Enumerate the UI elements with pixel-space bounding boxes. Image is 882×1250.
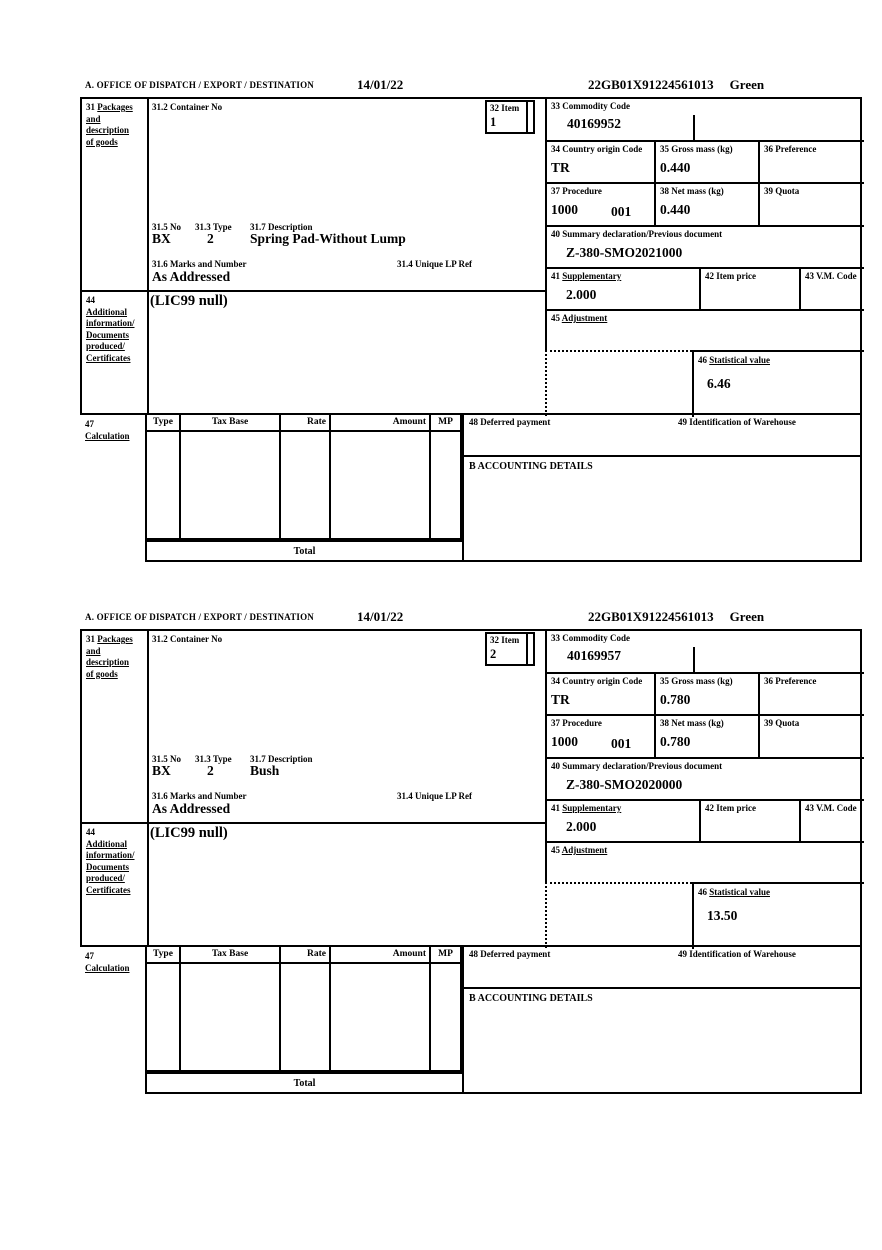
cell-amount: [331, 432, 431, 538]
col-rate: Rate: [281, 415, 331, 430]
previous-document-value: Z-380-SMO2020000: [566, 776, 683, 792]
box32-item-number: [485, 632, 535, 666]
accounting-details-box: [462, 989, 862, 1094]
box31-packages-label: 31 Packages and description of goods: [86, 634, 133, 679]
box43-vm-code: [799, 801, 864, 841]
preference-label: 36 Preference: [764, 144, 817, 154]
box49-warehouse-id: [672, 947, 862, 989]
packages-type-value: 2: [207, 763, 214, 778]
office-of-dispatch-heading: A. OFFICE OF DISPATCH / EXPORT / DESTINATION: [85, 80, 315, 90]
container-no-label: 31.2 Container No: [152, 102, 223, 112]
procedure-label: 37 Procedure: [551, 186, 602, 196]
box35-gross-mass: [654, 674, 758, 714]
cell-tax-base: [181, 432, 281, 538]
description-label: 31.7 Description: [250, 222, 313, 232]
previous-document-label: 40 Summary declaration/Previous document: [551, 761, 723, 771]
accounting-details-label: B ACCOUNTING DETAILS: [469, 461, 593, 472]
packages-no-label: 31.5 No: [152, 754, 181, 764]
dotted-horizontal-line: [545, 350, 692, 352]
procedure-value: 1000: [551, 201, 578, 217]
declaration-main-box: [80, 629, 862, 947]
box45-adjustment: 45 Adjustment: [545, 843, 864, 882]
commodity-code-divider: [693, 647, 695, 673]
box42-item-price: [699, 269, 799, 309]
box34-36-row: [545, 674, 864, 716]
box48-deferred-payment: [462, 415, 672, 457]
goods-description-value: Spring Pad-Without Lump: [250, 231, 406, 246]
calculation-table-body: [147, 964, 460, 1070]
box49-warehouse-id: [672, 415, 862, 457]
box34-country-origin: [547, 142, 654, 182]
calculation-table-header: [147, 947, 460, 964]
col-type: Type: [147, 947, 181, 962]
previous-document-label: 40 Summary declaration/Previous document: [551, 229, 723, 239]
packages-no-value: BX: [152, 231, 171, 246]
commodity-code-value: 40169952: [567, 115, 621, 131]
statistical-value: 6.46: [707, 375, 731, 391]
box34-36-row: [545, 142, 864, 184]
codes-column: [545, 631, 864, 949]
calculation-area: [80, 947, 863, 1094]
cell-rate: [281, 964, 331, 1070]
box40-previous-document: [545, 759, 864, 801]
calculation-area: [80, 415, 863, 562]
box33-commodity-code: [545, 99, 864, 142]
calculation-total-row: Total: [145, 1072, 462, 1094]
statistical-value: 13.50: [707, 907, 738, 923]
dotted-vertical-line: [545, 350, 547, 416]
gross-mass-value: 0.780: [660, 691, 691, 707]
codes-column: [545, 99, 864, 417]
warehouse-id-label: 49 Identification of Warehouse: [678, 949, 796, 959]
cell-amount: [331, 964, 431, 1070]
procedure-suffix-value: 001: [611, 736, 632, 751]
country-origin-value: TR: [551, 691, 570, 707]
gross-mass-label: 35 Gross mass (kg): [660, 144, 733, 154]
col-type: Type: [147, 415, 181, 430]
box32-divider: [526, 634, 528, 664]
item-section-2: [80, 607, 863, 1095]
declaration-main-box: [80, 97, 862, 415]
item-price-label: 42 Item price: [705, 803, 756, 813]
commodity-code-label: 33 Commodity Code: [551, 633, 630, 643]
net-mass-value: 0.440: [660, 201, 691, 217]
net-mass-label: 38 Net mass (kg): [660, 186, 724, 196]
box35-gross-mass: [654, 142, 758, 182]
item-price-label: 42 Item price: [705, 271, 756, 281]
box33-commodity-code: [545, 631, 864, 674]
box31-label-column: [82, 99, 149, 413]
packages-type-label: 31.3 Type: [195, 754, 232, 764]
commodity-code-divider: [693, 115, 695, 141]
box32-divider: [526, 102, 528, 132]
col-amount: Amount: [331, 415, 431, 430]
quota-label: 39 Quota: [764, 186, 800, 196]
calculation-total-row: Total: [145, 540, 462, 562]
box41-43-row: [545, 801, 864, 843]
routing-status: Green: [729, 609, 765, 624]
country-origin-label: 34 Country origin Code: [551, 144, 643, 154]
container-no-label: 31.2 Container No: [152, 634, 223, 644]
box37-procedure: [547, 716, 654, 757]
box36-preference: [758, 674, 864, 714]
deferred-payment-label: 48 Deferred payment: [469, 949, 551, 959]
packages-description-area: [147, 99, 545, 413]
routing-status: Green: [729, 77, 765, 92]
description-label: 31.7 Description: [250, 754, 313, 764]
cell-rate: [281, 432, 331, 538]
col-tax-base: Tax Base: [181, 947, 281, 962]
vm-code-label: 43 V.M. Code: [805, 271, 857, 281]
col-tax-base: Tax Base: [181, 415, 281, 430]
box38-net-mass: [654, 716, 758, 757]
box47-calculation-label: 47 Calculation: [85, 951, 130, 973]
additional-information-value: (LIC99 null): [150, 825, 228, 841]
vm-code-label: 43 V.M. Code: [805, 803, 857, 813]
goods-description-value: Bush: [250, 763, 280, 778]
box37-39-row: [545, 716, 864, 759]
packages-no-value: BX: [152, 763, 171, 778]
cell-tax-base: [181, 964, 281, 1070]
col-amount: Amount: [331, 947, 431, 962]
gross-mass-value: 0.440: [660, 159, 691, 175]
box44-additional-info-label: 44 Additional information/ Documents produced/ Certificates: [86, 295, 135, 363]
dotted-vertical-line: [545, 882, 547, 948]
box47-calculation-label: 47 Calculation: [85, 419, 130, 441]
dispatch-date: 14/01/22: [357, 609, 404, 624]
cell-type: [147, 432, 181, 538]
marks-number-value: As Addressed: [152, 269, 231, 284]
item-number-value: 1: [490, 114, 497, 129]
packages-no-label: 31.5 No: [152, 222, 181, 232]
box41-supplementary: 41 Supplementary 2.000: [547, 269, 699, 309]
accounting-details-box: [462, 457, 862, 562]
country-origin-label: 34 Country origin Code: [551, 676, 643, 686]
calculation-table-body: [147, 432, 460, 538]
box46-statistical-value: 46 Statistical value 13.50: [692, 882, 864, 949]
unique-lp-ref-label: 31.4 Unique LP Ref: [397, 259, 473, 269]
box36-preference: [758, 142, 864, 182]
col-mp: MP: [438, 949, 453, 959]
office-of-dispatch-heading: A. OFFICE OF DISPATCH / EXPORT / DESTINATION: [85, 612, 315, 622]
marks-number-label: 31.6 Marks and Number: [152, 259, 247, 269]
box31-label-column: [82, 631, 149, 945]
procedure-value: 1000: [551, 733, 578, 749]
procedure-suffix-value: 001: [611, 204, 632, 219]
dispatch-date: 14/01/22: [357, 77, 404, 92]
deferred-payment-label: 48 Deferred payment: [469, 417, 551, 427]
consignment-reference: [588, 77, 780, 93]
gross-mass-label: 35 Gross mass (kg): [660, 676, 733, 686]
supplementary-units-value: 2.000: [566, 286, 597, 302]
warehouse-id-label: 49 Identification of Warehouse: [678, 417, 796, 427]
net-mass-label: 38 Net mass (kg): [660, 718, 724, 728]
box32-item-number: [485, 100, 535, 134]
cell-mp: [431, 964, 460, 1070]
item-number-value: 2: [490, 646, 497, 661]
box46-statistical-value: 46 Statistical value 6.46: [692, 350, 864, 417]
country-origin-value: TR: [551, 159, 570, 175]
box31-packages-label: 31 Packages and description of goods: [86, 102, 133, 147]
consignment-reference: [588, 609, 780, 625]
previous-document-value: Z-380-SMO2021000: [566, 244, 683, 260]
commodity-code-label: 33 Commodity Code: [551, 101, 630, 111]
box42-item-price: [699, 801, 799, 841]
commodity-code-value: 40169957: [567, 647, 621, 663]
box48-deferred-payment: [462, 947, 672, 989]
item-number-label: 32 Item: [490, 103, 520, 113]
box40-previous-document: [545, 227, 864, 269]
box37-39-row: [545, 184, 864, 227]
col-mp: MP: [438, 417, 453, 427]
box39-quota: [758, 184, 864, 225]
item-section-1: [80, 75, 863, 563]
packages-type-value: 2: [207, 231, 214, 246]
box41-43-row: [545, 269, 864, 311]
box37-procedure: [547, 184, 654, 225]
consignment-number: 22GB01X91224561013: [588, 77, 714, 92]
col-rate: Rate: [281, 947, 331, 962]
additional-information-value: (LIC99 null): [150, 293, 228, 309]
calculation-table: [145, 947, 462, 1072]
box45-adjustment: 45 Adjustment: [545, 311, 864, 350]
marks-number-value: As Addressed: [152, 801, 231, 816]
procedure-label: 37 Procedure: [551, 718, 602, 728]
box34-country-origin: [547, 674, 654, 714]
item-number-label: 32 Item: [490, 635, 520, 645]
box38-net-mass: [654, 184, 758, 225]
quota-label: 39 Quota: [764, 718, 800, 728]
packages-type-label: 31.3 Type: [195, 222, 232, 232]
preference-label: 36 Preference: [764, 676, 817, 686]
box44-additional-info-label: 44 Additional information/ Documents produced/ Certificates: [86, 827, 135, 895]
marks-number-label: 31.6 Marks and Number: [152, 791, 247, 801]
calculation-table: [145, 415, 462, 540]
box39-quota: [758, 716, 864, 757]
cell-mp: [431, 432, 460, 538]
dotted-horizontal-line: [545, 882, 692, 884]
accounting-details-label: B ACCOUNTING DETAILS: [469, 993, 593, 1004]
consignment-number: 22GB01X91224561013: [588, 609, 714, 624]
packages-description-area: [147, 631, 545, 945]
unique-lp-ref-label: 31.4 Unique LP Ref: [397, 791, 473, 801]
cell-type: [147, 964, 181, 1070]
supplementary-units-value: 2.000: [566, 818, 597, 834]
net-mass-value: 0.780: [660, 733, 691, 749]
box43-vm-code: [799, 269, 864, 309]
calculation-table-header: [147, 415, 460, 432]
box41-supplementary: 41 Supplementary 2.000: [547, 801, 699, 841]
